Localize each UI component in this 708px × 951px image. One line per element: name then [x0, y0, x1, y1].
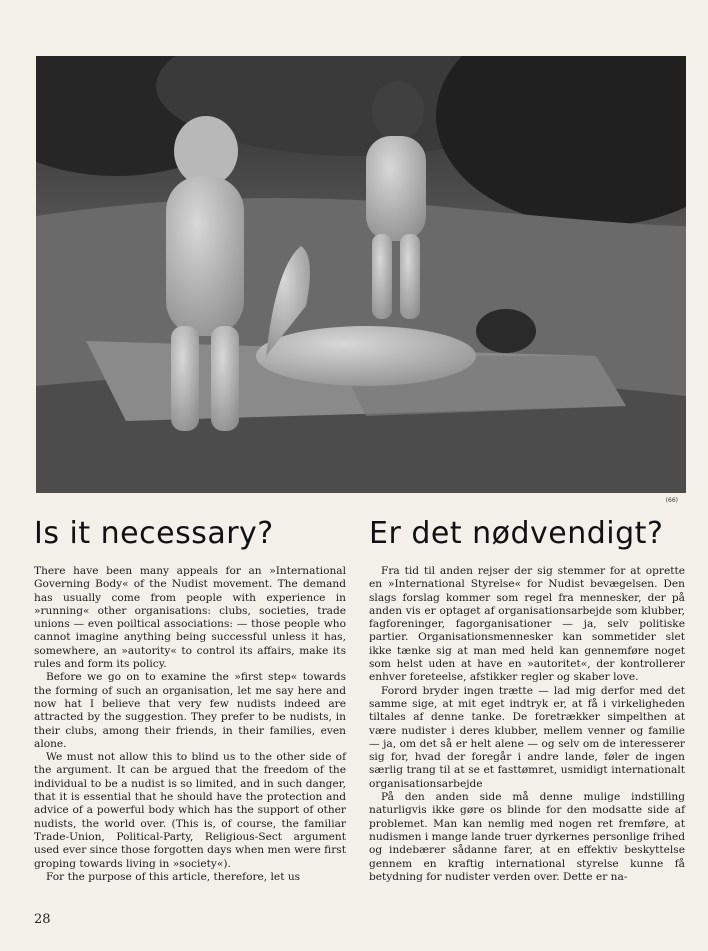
english-column: [34, 517, 346, 884]
english-heading: Is it necessary?: [34, 516, 274, 551]
danish-body: [369, 565, 685, 884]
reclining-figure: [256, 326, 476, 386]
danish-heading: Er det nødvendigt?: [369, 516, 664, 551]
paragraph: Fra tid til anden rejser der sig stemmer for at oprette en »International Styrelse« for Nudist bevægelsen. Den slags forslag kommer som regel fra mennesker, der på anden vis er optaget af organisationsarbejde som klubber, fagforeninger, fagorganisationer — ja, selv politiske partier. Organisationsmennesker kan sommetider slet ikke tænke sig at man med held kan gennemføre noget som helst uden at have en »autoritet«, der kontrollerer enhver foreteelse, afstikker regler og skaber love.: [369, 565, 685, 684]
page-number: 28: [34, 912, 51, 927]
paragraph: For the purpose of this article, therefore, let us: [46, 870, 301, 883]
paragraph: Before we go on to examine the »first step« towards the forming of such an organisation, let me say here and now hat I believe that very few nudists indeed are attracted by the suggestion. They prefer to be nudists, in their clubs, among their friends, in their families, even alone.: [34, 671, 346, 750]
paragraph: Forord bryder ingen trætte — lad mig derfor med det samme sige, at mit eget indtryk er, at få i virkeligheden tiltales af denne tanke. De foretrækker simpelthen at være nudister i deres klubber, mellem venner og familie — ja, om det så er helt alene — og selv om de interesserer sig for, hvad der foregår i andre lande, føler de ingen særlig trang til at se et fasttømret, usmidigt internationalt organisationsarbejde: [369, 684, 685, 790]
photograph: [36, 56, 686, 493]
english-body: [34, 565, 346, 884]
photo-caption: (66): [665, 497, 678, 504]
paragraph: We must not allow this to blind us to the other side of the argument. It can be argued that the freedom of the individual to be a nudist is so limited, and in such danger, that it is essential that he should have the protection and advice of a powerful body which has the support of other nudists, the world over. (This is, of course, the familiar Trade-Union, Political-Party, Religious-Sect argument used ever since those forgotten days when men were first groping towards living in »society«).: [34, 751, 346, 870]
photo-illustration: [36, 56, 686, 493]
paragraph: There have been many appeals for an »International Governing Body« of the Nudist movement. The demand has usually come from people with experience in »running« other organisations: clubs, societies, trade unions — even poiltical associations: — those people who cannot imagine anything being successful unless it has, somewhere, an »autority« to control its affairs, make its rules and form its policy.: [34, 565, 346, 671]
paragraph: På den anden side må denne mulige indstilling naturligvis ikke gøre os blinde for den modsatte side af problemet. Man kan nemlig med nogen ret fremføre, at nudismen i mange lande truer dyrkernes personlige frihed og indebærer sådanne farer, at en effektiv beskyttelse gennem en kraftig international styrelse kunne få betydning for nudister verden over. Dette er na-: [369, 791, 685, 883]
danish-column: [369, 517, 685, 884]
